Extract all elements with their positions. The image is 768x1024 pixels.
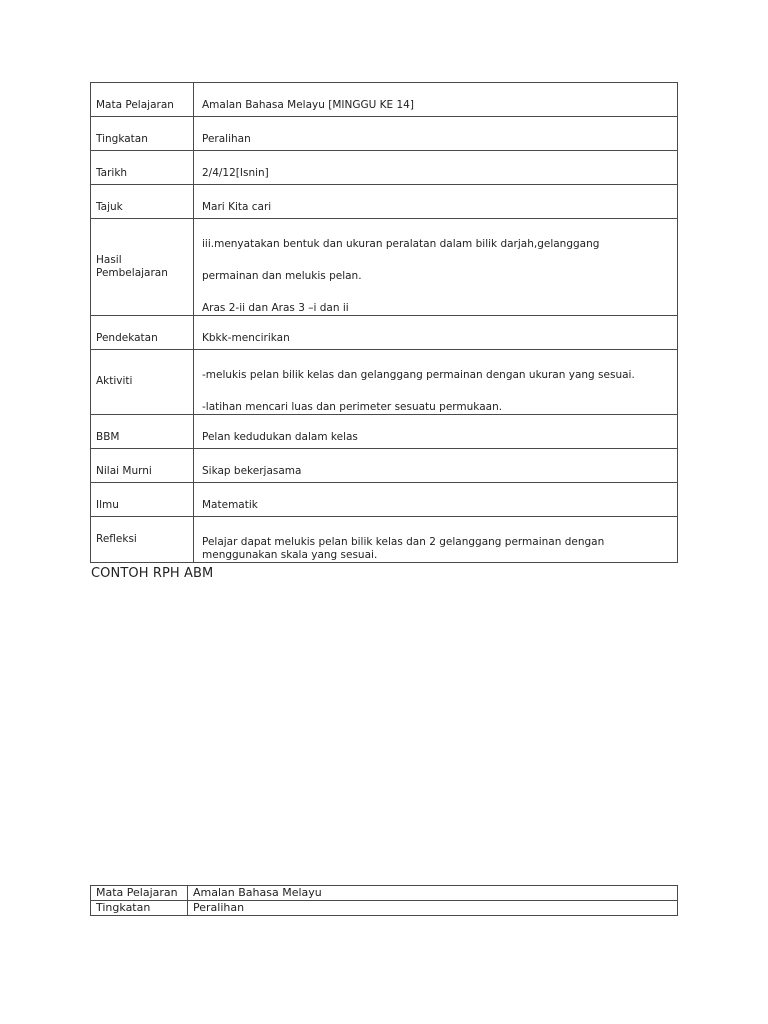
aktiviti-line-2: -latihan mencari luas dan perimeter sesuatu permukaan. (202, 400, 503, 413)
row-value: Sikap bekerjasama (194, 449, 678, 483)
row-label: Ilmu (91, 483, 194, 517)
row-label: Aktiviti (91, 350, 194, 415)
table-row (91, 350, 678, 415)
row-label: Tarikh (91, 151, 194, 185)
row-value: Amalan Bahasa Melayu (188, 886, 678, 901)
hasil-line-2: permainan dan melukis pelan. (202, 269, 362, 282)
row-value: Amalan Bahasa Melayu [MINGGU KE 14] (194, 83, 678, 117)
summary-table (90, 885, 678, 916)
row-label: Tingkatan (91, 117, 194, 151)
row-value: Peralihan (188, 901, 678, 916)
aktiviti-line-1: -melukis pelan bilik kelas dan gelanggang permainan dengan ukuran yang sesuai. (202, 368, 635, 381)
table-row (91, 151, 678, 185)
row-value (194, 219, 678, 316)
table-row (91, 316, 678, 350)
row-label: Hasil Pembelajaran (91, 219, 194, 316)
row-value: Matematik (194, 483, 678, 517)
table-row (91, 517, 678, 563)
table-row (91, 185, 678, 219)
caption: CONTOH RPH ABM (91, 566, 214, 581)
row-value: 2/4/12[Isnin] (194, 151, 678, 185)
table-row (91, 83, 678, 117)
table-row (91, 483, 678, 517)
table-row (91, 901, 678, 916)
row-value (194, 350, 678, 415)
table-row (91, 449, 678, 483)
row-value: Mari Kita cari (194, 185, 678, 219)
row-value: Pelajar dapat melukis pelan bilik kelas dan 2 gelanggang permainan dengan menggunakan skala yang sesuai. (194, 517, 678, 563)
row-label: BBM (91, 415, 194, 449)
row-label: Refleksi (91, 517, 194, 563)
rph-table (90, 82, 678, 563)
table-row (91, 117, 678, 151)
row-label: Pendekatan (91, 316, 194, 350)
row-value: Peralihan (194, 117, 678, 151)
row-label: Tajuk (91, 185, 194, 219)
hasil-line-3: Aras 2-ii dan Aras 3 –i dan ii (202, 301, 349, 314)
hasil-line-1: iii.menyatakan bentuk dan ukuran peralatan dalam bilik darjah,gelanggang (202, 237, 600, 250)
row-value: Kbkk-mencirikan (194, 316, 678, 350)
table-row (91, 886, 678, 901)
row-label: Mata Pelajaran (91, 886, 188, 901)
row-label: Nilai Murni (91, 449, 194, 483)
row-label: Mata Pelajaran (91, 83, 194, 117)
row-value: Pelan kedudukan dalam kelas (194, 415, 678, 449)
table-row (91, 415, 678, 449)
row-label: Tingkatan (91, 901, 188, 916)
table-row (91, 219, 678, 316)
